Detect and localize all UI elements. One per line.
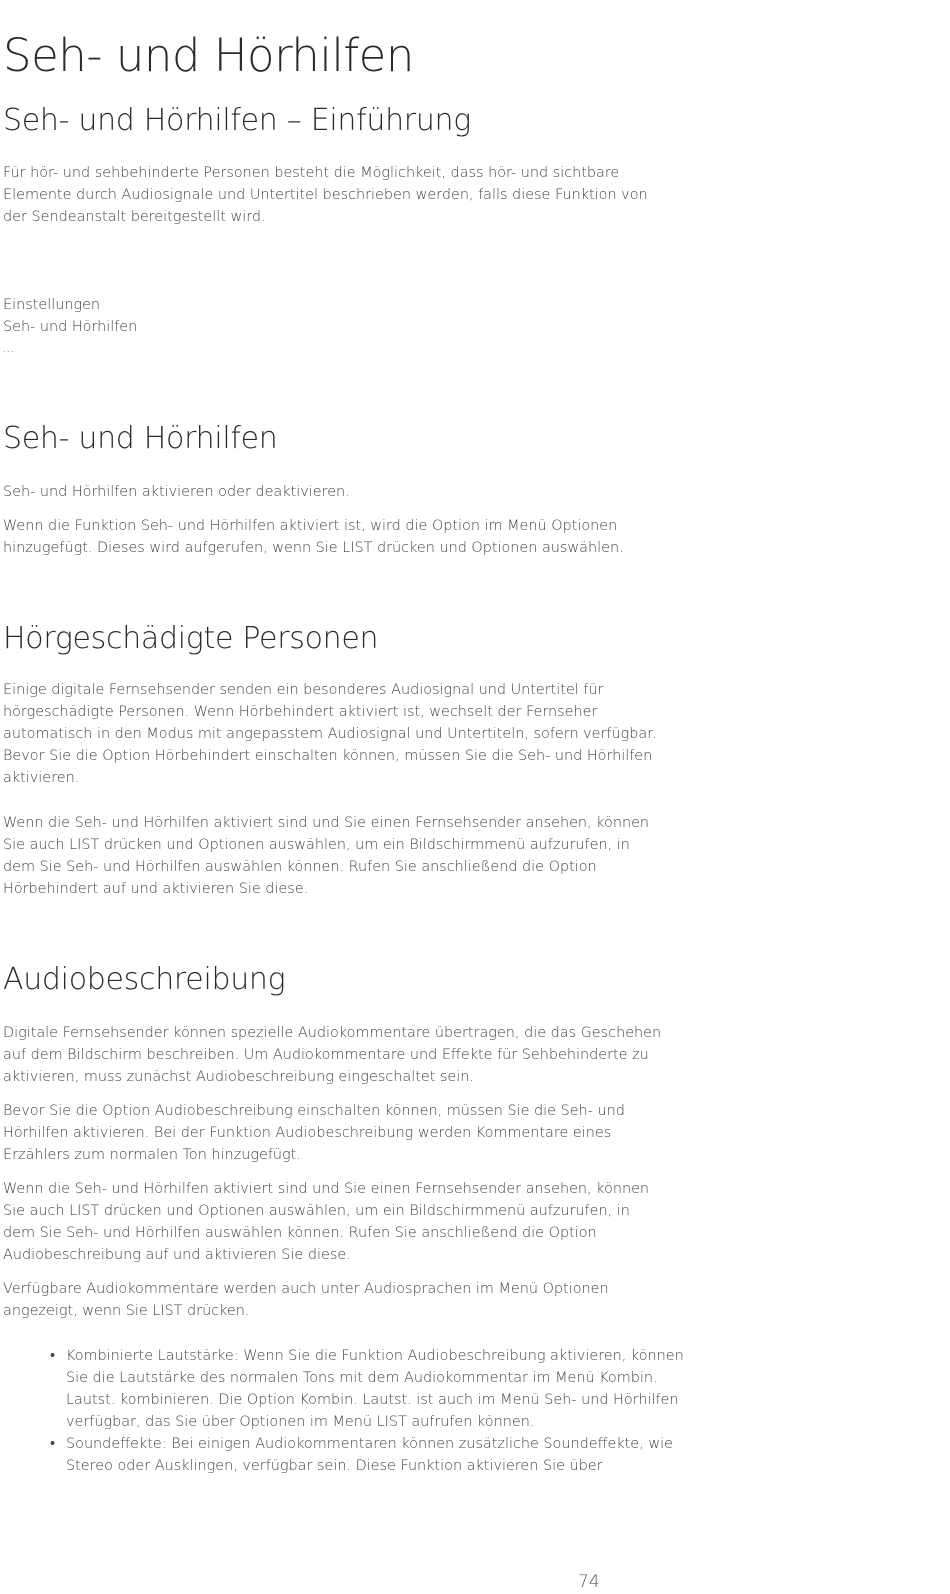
page-title: Seh- und Hörhilfen bbox=[3, 29, 414, 82]
audio-paragraph-1: Digitale Fernsehsender können spezielle Audiokommentare übertragen, die das Geschehen auf dem Bildschirm beschreiben. Um Audiokommentare und Effekte für Sehbehinderte zu aktivieren, muss zunächst Audiobeschreibung eingeschaltet sein. bbox=[3, 1025, 662, 1085]
list-item bbox=[50, 1345, 688, 1433]
bullet-icon: • bbox=[50, 1348, 56, 1364]
audio-heading: Audiobeschreibung bbox=[3, 962, 286, 997]
intro-heading: Seh- und Hörhilfen – Einführung bbox=[3, 103, 471, 138]
aids-paragraph-2: Wenn die Funktion Seh- und Hörhilfen aktiviert ist, wird die Option im Menü Optionen hinzugefügt. Dieses wird aufgerufen, wenn Sie LIST drücken und Optionen auswählen. bbox=[3, 518, 624, 556]
bullet-icon: • bbox=[50, 1436, 56, 1452]
hearing-heading: Hörgeschädigte Personen bbox=[3, 621, 379, 656]
hearing-paragraph-2: Wenn die Seh- und Hörhilfen aktiviert sind und Sie einen Fernsehsender ansehen, können Sie auch LIST drücken und Optionen auswählen, um ein Bildschirmmenü aufzurufen, in dem Sie Seh- und Hörhilfen auswählen können. Rufen Sie anschließend die Option Hörbehindert auf und aktivieren Sie diese. bbox=[3, 815, 650, 897]
audio-paragraph-3: Wenn die Seh- und Hörhilfen aktiviert sind und Sie einen Fernsehsender ansehen, können Sie auch LIST drücken und Optionen auswählen, um ein Bildschirmmenü aufzurufen, in dem Sie Seh- und Hörhilfen auswählen können. Rufen Sie anschließend die Option Audiobeschreibung auf und aktivieren Sie diese. bbox=[3, 1181, 650, 1263]
intro-text: Für hör- und sehbehinderte Personen besteht die Möglichkeit, dass hör- und sichtbare Elemente durch Audiosignale und Untertitel beschrieben werden, falls diese Funktion von der Sendeanstalt bereitgestellt wird. bbox=[3, 165, 648, 225]
aids-heading: Seh- und Hörhilfen bbox=[3, 421, 278, 456]
hearing-paragraph-1: Einige digitale Fernsehsender senden ein besonderes Audiosignal und Untertitel für hörgeschädigte Personen. Wenn Hörbehindert aktiviert ist, wechselt der Fernseher automatisch in den Modus mit angepasstem Audiosignal und Untertiteln, sofern verfügbar. Bevor Sie die Option Hörbehindert einschalten können, müssen Sie die Seh- und Hörhilfen aktivieren. bbox=[3, 682, 657, 786]
page-number: 74 bbox=[578, 1572, 600, 1592]
aids-paragraph-1: Seh- und Hörhilfen aktivieren oder deaktivieren. bbox=[3, 484, 350, 500]
list-item-text: Kombinierte Lautstärke: Wenn Sie die Funktion Audiobeschreibung aktivieren, können Sie die Lautstärke des normalen Tons mit dem Audiokommentar im Menü Kombin. Lautst. kombinieren. Die Option Kombin. Lautst. ist auch im Menü Seh- und Hörhilfen verfügbar, das Sie über Optionen im Menü LIST aufrufen können. bbox=[66, 1348, 684, 1430]
list-item bbox=[50, 1433, 688, 1477]
nav-path-settings: Einstellungen bbox=[3, 297, 101, 313]
nav-path-aids: Seh- und Hörhilfen bbox=[3, 319, 138, 335]
audio-feature-list bbox=[40, 1345, 688, 1477]
list-item-text: Soundeffekte: Bei einigen Audiokommentaren können zusätzliche Soundeffekte, wie Stereo oder Ausklingen, verfügbar sein. Diese Funktion aktivieren Sie über bbox=[66, 1436, 673, 1474]
audio-paragraph-2: Bevor Sie die Option Audiobeschreibung einschalten können, müssen Sie die Seh- und Hörhilfen aktivieren. Bei der Funktion Audiobeschreibung werden Kommentare eines Erzählers zum normalen Ton hinzugefügt. bbox=[3, 1103, 625, 1163]
audio-paragraph-4: Verfügbare Audiokommentare werden auch unter Audiosprachen im Menü Optionen angezeigt, wenn Sie LIST drücken. bbox=[3, 1281, 609, 1319]
nav-path-more: ... bbox=[3, 345, 15, 355]
